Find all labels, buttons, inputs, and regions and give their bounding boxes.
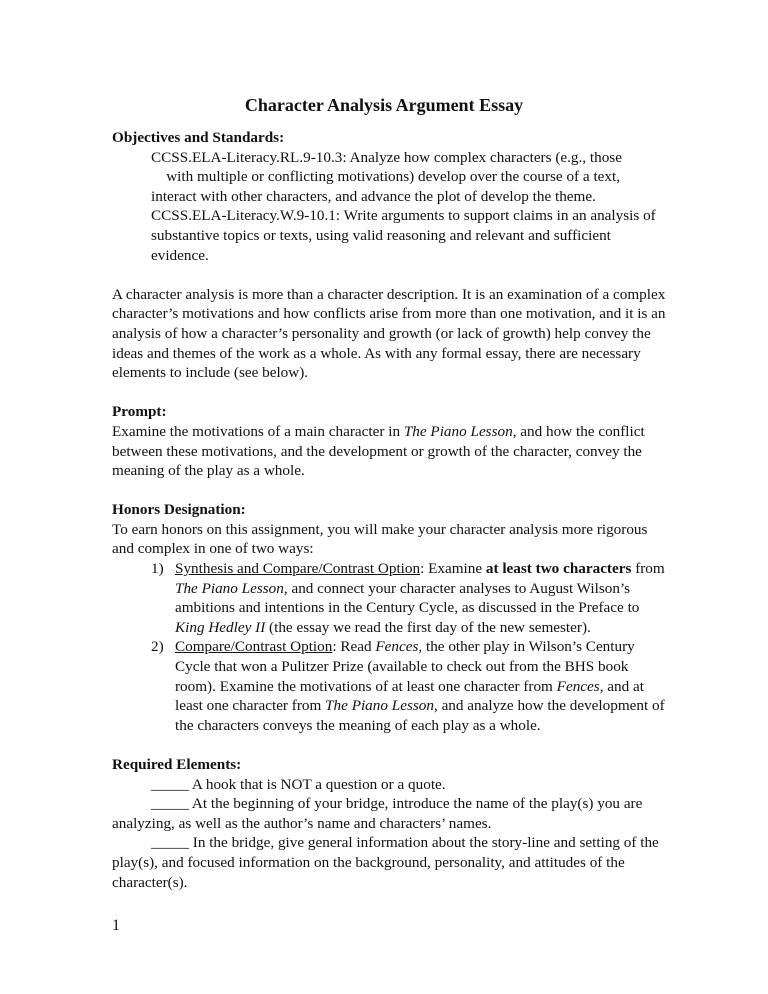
text-run: Fences bbox=[375, 638, 419, 656]
text-run: , and analyze how the development of the characters conveys the meaning of each play as a whole. bbox=[175, 697, 665, 734]
text-run: (the essay we read the first day of the new semester). bbox=[265, 618, 591, 636]
honors-option-2 bbox=[112, 637, 667, 735]
text-run: , the other play in Wilson’s Century Cycle that won a Pulitzer Prize (available to check out from the BHS book room). Examine the motivations of at least one character from bbox=[175, 638, 635, 695]
text-run: A character analysis is more than a character description. It is an examination of a complex character’s motivations and how conflicts arise from more than one motivation, and it is an analysis of how a character’s personality and growth (or lack of growth) help convey the ideas and themes of the work as a whole. As with any formal essay, there are necessary elements to include (see below). bbox=[112, 285, 666, 382]
list-number: 2) bbox=[151, 638, 164, 656]
objectives-heading: Objectives and Standards: bbox=[112, 129, 285, 146]
page-number: 1 bbox=[112, 917, 120, 934]
text-run: : Examine bbox=[420, 560, 486, 578]
required-item-3 bbox=[112, 833, 667, 892]
standard-1 bbox=[112, 148, 667, 207]
honors-option-1 bbox=[112, 559, 667, 637]
text-run: The Piano Lesson bbox=[175, 579, 284, 597]
option-text bbox=[175, 559, 667, 637]
document-title: Character Analysis Argument Essay bbox=[244, 95, 524, 115]
text-run: at least two characters bbox=[485, 560, 632, 578]
text-run: Fences bbox=[556, 677, 600, 695]
text-run: Compare/Contrast Option bbox=[175, 638, 333, 656]
prompt-body bbox=[112, 422, 667, 481]
text-run: _____ At the beginning of your bridge, introduce the name of the play(s) you are analyzing, as well as the author’s name and characters’ names. bbox=[112, 795, 643, 832]
list-number: 1) bbox=[151, 560, 164, 578]
honors-heading: Honors Designation: bbox=[112, 501, 246, 519]
honors-body bbox=[112, 520, 667, 559]
intro-paragraph bbox=[112, 285, 667, 383]
document-body bbox=[112, 128, 667, 892]
required-heading: Required Elements: bbox=[112, 756, 242, 773]
text-run: King Hedley II bbox=[175, 618, 266, 636]
standard-2 bbox=[112, 206, 667, 265]
text-run: The Piano Lesson bbox=[403, 422, 513, 440]
text-run: Synthesis and Compare/Contrast Option bbox=[175, 560, 421, 578]
prompt-heading: Prompt: bbox=[112, 403, 167, 421]
text-run: CCSS.ELA-Literacy.RL.9-10.3: Analyze how complex characters (e.g., those with multiple or conflicting motivations) develop over the course of a text, interact with other characters, and advance the plot of develop the theme. bbox=[151, 148, 622, 205]
text-run: To earn honors on this assignment, you will make your character analysis more rigorous and complex in one of two ways: bbox=[112, 520, 648, 558]
text-run: from bbox=[631, 560, 665, 578]
text-run: _____ In the bridge, give general information about the story-line and setting of the play(s), and focused information on the background, personality, and attitudes of the character(s). bbox=[112, 834, 659, 891]
text-run: , and how the conflict between these motivations, and the development or growth of the character, convey the meaning of the play as a whole. bbox=[112, 422, 645, 480]
text-run: , and connect your character analyses to August Wilson’s ambitions and intentions in the Century Cycle, as discussed in the Preface to bbox=[175, 579, 640, 617]
required-item-1 bbox=[112, 775, 667, 795]
text-run: , and at least one character from bbox=[175, 677, 644, 715]
required-item-2 bbox=[112, 794, 667, 833]
text-run: CCSS.ELA-Literacy.W.9-10.1: Write arguments to support claims in an analysis of substantive topics or texts, using valid reasoning and relevant and sufficient evidence. bbox=[151, 207, 656, 264]
text-run: The Piano Lesson bbox=[325, 697, 434, 715]
text-run: Examine the motivations of a main character in bbox=[112, 422, 404, 440]
text-run: : Read bbox=[332, 638, 376, 656]
text-run: _____ A hook that is NOT a question or a quote. bbox=[151, 775, 446, 793]
option-text bbox=[175, 637, 667, 735]
